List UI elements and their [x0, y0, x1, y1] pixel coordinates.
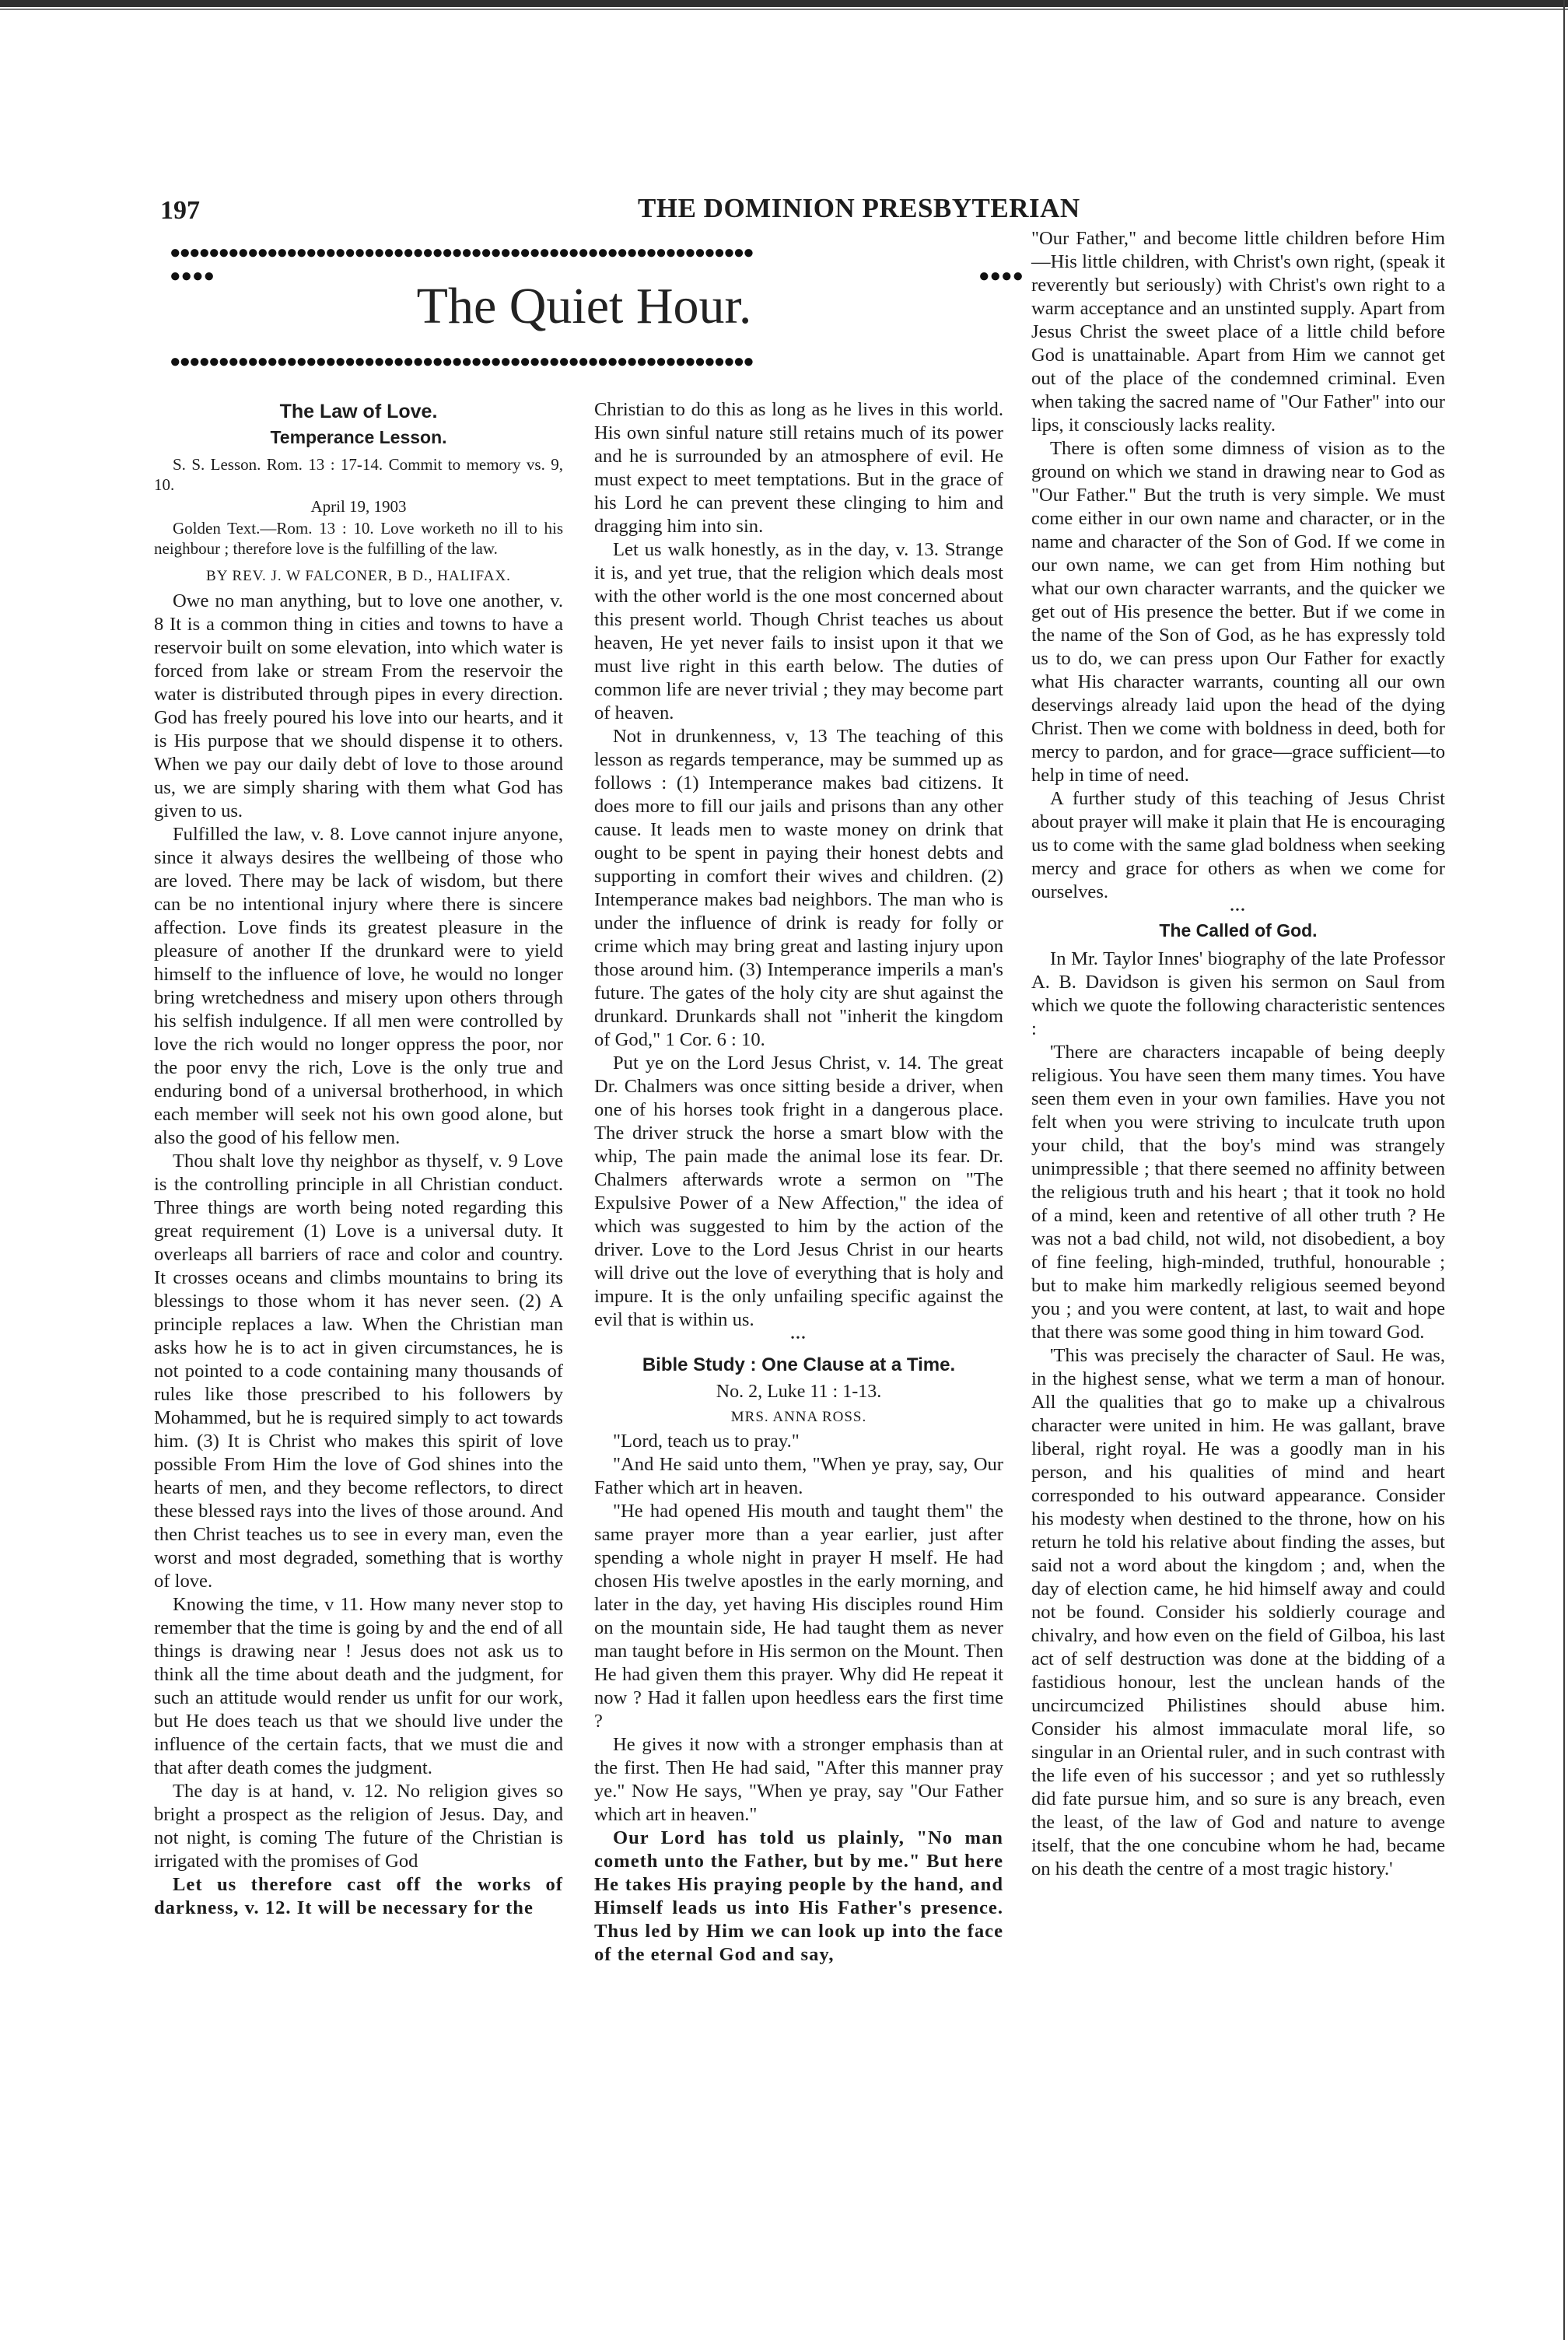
- banner-title: The Quiet Hour.: [416, 278, 752, 335]
- paragraph: "Lord, teach us to pray.": [613, 1431, 800, 1452]
- quiet-hour-banner: [170, 243, 1024, 372]
- running-head: THE DOMINION PRESBYTERIAN: [638, 193, 1080, 223]
- bible-study-author: MRS. ANNA ROSS.: [730, 1409, 867, 1425]
- paragraph: Our Lord has told us plainly, "No man cometh unto the Father, but by me." But here He takes His praying people by the hand, and Himself leads us into His Father's presence. Thus led by Him we can look up into the face of the eternal God and say,: [594, 1827, 1003, 1965]
- paragraph: Let us therefore cast off the works of darkness, v. 12. It will be necessary for the: [154, 1874, 563, 1918]
- paragraph: 'There are characters incapable of being deeply religious. You have seen them many times. You have seen them even in your own families. Have you not felt when you were striving to inculcate truth upon your child, that the boy's mind was strangely unimpressible ; that there seemed no affinity between the religious truth and his heart ; that it took no hold of a mind, keen and retentive of all other truth ? He was not a bad child, not wild, not disobedient, a boy of fine feeling, high-minded, truthful, honourable ; but to make him markedly religious seemed beyond you ; and you were content, at last, to wait and hope that there was some good thing in him toward God.: [1031, 1042, 1445, 1343]
- byline: BY REV. J. W FALCONER, B D., HALIFAX.: [206, 568, 511, 584]
- paragraph: Owe no man anything, but to love one another, v. 8 It is a common thing in cities and towns to have a reservoir built on some elevation, into which water is forced from lake or stream From the reservoir the water is distributed through pipes in every direction. God has freely poured his love into our hearts, and it is His purpose that we should dispense it to others. When we pay our daily debt of love to those around us, we are simply sharing with them what God has given to us.: [154, 590, 563, 821]
- column-2: [594, 398, 1003, 1967]
- paragraph: "He had opened His mouth and taught them" the same prayer more than a year earlier, just after spending a whole night in prayer H mself. He had chosen His twelve apostles in the early morning, and later in the day, yet having His disciples round Him on the mountain side, He had taught them as never man taught before in His sermon on the Mount. Then He had given them this prayer. Why did He repeat it now ? Had it fallen upon heedless ears the first time ?: [594, 1501, 1003, 1732]
- column-3: [1031, 227, 1445, 1881]
- top-border-thin: [0, 9, 1568, 10]
- paragraph: The day is at hand, v. 12. No religion gives so bright a prospect as the religion of Jesus. Day, and not night, is coming The future of the Christian is irrigated with the promises of God: [154, 1781, 563, 1872]
- banner-bottom-ornament: ●●●●●●●●●●●●●●●●●●●●●●●●●●●●●●●●●●●●●●●●●●●●●●●●●●●●●●●●●●●●: [170, 352, 753, 372]
- lesson-subtitle: Temperance Lesson.: [270, 427, 447, 447]
- paragraph: "Our Father," and become little children before Him—His little children, with Christ's own right, (speak it reverently but seriously) with Christ's own right to a warm acceptance and an unstinted supply. Apart from Jesus Christ the sweet place of a little child before God is unattainable. Apart from Him we cannot get out of the place of the condemned criminal. Even when taking the sacred name of "Our Father" into our lips, it consciously lacks reality.: [1031, 228, 1445, 436]
- banner-right-ornament: ●●●●: [978, 266, 1024, 286]
- paragraph: Knowing the time, v 11. How many never stop to remember that the time is going by and the end of all things is drawing near ! Jesus does not ask us to think all the time about death and the judgment, for such an attitude would render us unfit for our work, but He does teach us that we should live under the influence of the certain facts, that we must die and that after death comes the judgment.: [154, 1594, 563, 1778]
- paragraph: Thou shalt love thy neighbor as thyself, v. 9 Love is the controlling principle in all Christian conduct. Three things are worth being noted regarding this great requirement (1) Love is a universal duty. It overleaps all barriers of race and color and country. It crosses oceans and climbs mountains to bring its blessings to those whom it has never seen. (2) A principle replaces a law. When the Christian man asks how he is to act in given circumstances, he is not pointed to a code containing many thousands of rules like those prescribed to his followers by Mohammed, but he is required simply to act towards him. (3) It is Christ who makes this spirit of love possible From Him the love of God shines into the hearts of men, and they become reflectors, to direct these blessed rays into the lives of those around. And then Christ teaches us to see in every man, even the worst and most degraded, something that is worthy of love.: [154, 1151, 563, 1592]
- paragraph: A further study of this teaching of Jesus Christ about prayer will make it plain that He is encouraging us to come with the same glad boldness when seeking mercy and grace for others as when we come for ourselves.: [1031, 788, 1445, 902]
- paragraph: In Mr. Taylor Innes' biography of the late Professor A. B. Davidson is given his sermon on Saul from which we quote the following characteristic sentences :: [1031, 948, 1445, 1039]
- banner-top-ornament: ●●●●●●●●●●●●●●●●●●●●●●●●●●●●●●●●●●●●●●●●●●●●●●●●●●●●●●●●●●●●: [170, 243, 753, 263]
- paragraph: 'This was precisely the character of Saul. He was, in the highest sense, what we term a man of honour. All the qualities that go to make up a chivalrous character were united in him. He was gallant, brave liberal, right royal. He was a goodly man in his person, and his qualities of mind and heart corresponded to his outward appearance. Consider his modesty when destined to the throne, how on his return he told his relative about finding the asses, but said not a word about the kingdom ; and, when the day of election came, he hid himself away and could not be found. Consider his soldierly courage and chivalry, and how even on the field of Gilboa, his last act of self destruction was done at the bidding of a fastidious honour, lest the unclean hands of the uncircumcized Philistines should abuse him. Consider his almost immaculate moral life, so singular in an Oriental ruler, and in such contrast with the life even of his successor ; and yet so ruthlessly did fate pursue him, and so sure is any breach, even the least, of the law of God and nature to avenge itself, that the one concubine whom he had, became on his death the centre of a most tragic history.': [1031, 1345, 1445, 1879]
- called-of-god-title: The Called of God.: [1159, 920, 1318, 941]
- column-1: [154, 398, 563, 1920]
- paragraph: "And He said unto them, "When ye pray, say, Our Father which art in heaven.: [594, 1454, 1003, 1498]
- banner-left-ornament: ●●●●: [170, 266, 215, 286]
- paragraph: Not in drunkenness, v, 13 The teaching of this lesson as regards temperance, may be summed up as follows : (1) Intemperance makes bad citizens. It does more to fill our jails and prisons than any other cause. It leads men to waste money on drink that ought to be spent in paying their honest debts and supporting in comfort their wives and children. (2) Intemperance makes bad neighbors. The man who is under the influence of drink is ready for folly or crime which may bring great and lasting injury upon those around him. (3) Intemperance imperils a man's future. The gates of the holy city are shut against the drunkard. Drunkards shall not "inherit the kingdom of God," 1 Cor. 6 : 10.: [594, 726, 1003, 1050]
- paragraph: Christian to do this as long as he lives in this world. His own sinful nature still retains much of its power and he is surrounded by an atmosphere of evil. He must expect to meet temptations. But in the grace of his Lord he can prevent these clinging to him and dragging him into sin.: [594, 399, 1003, 537]
- golden-text: Golden Text.—Rom. 13 : 10. Love worketh no ill to his neighbour ; therefore love is the fulfilling of the law.: [154, 519, 563, 558]
- paragraph: Fulfilled the law, v. 8. Love cannot injure anyone, since it always desires the wellbeing of those who are loved. There may be lack of wisdom, but there can be no intentional injury where there is sincere affection. Love finds its greatest pleasure in the pleasure of another If the drunkard were to yield himself to the influence of love, he would no longer bring wretchedness and misery upon others through his selfish indulgence. If all men were controlled by love the rich would no longer oppress the poor, nor the poor envy the rich, Love is the only true and enduring bond of a universal brotherhood, in which each member will seek not his own good alone, but also the good of his fellow men.: [154, 824, 563, 1148]
- section-ornament: •••: [790, 1333, 807, 1344]
- bible-study-title: Bible Study : One Clause at a Time.: [642, 1354, 956, 1375]
- top-border: [0, 0, 1568, 7]
- paragraph: He gives it now with a stronger emphasis than at the first. Then He had said, "After this manner pray ye." Now He says, "When ye pray, say "Our Father which art in heaven.": [594, 1734, 1003, 1825]
- lesson-title: The Law of Love.: [279, 401, 438, 422]
- right-border: [1563, 0, 1565, 2340]
- section-ornament: •••: [1230, 905, 1247, 916]
- paragraph: There is often some dimness of vision as to the ground on which we stand in drawing near to God as "Our Father." But the truth is very simple. We must come either in our own name and character, or in the name and character of the Son of God. If we come in our own name, we can get from Him nothing but what our own character warrants, and the quicker we get out of His presence the better. But if we come in the name of the Son of God, as he has expressly told us to do, we can press upon Our Father for exactly what His character warrants, counting all our own deservings already laid upon the head of the dying Christ. Then we come with boldness in deed, both for mercy to pardon, and for grace—grace sufficient—to help in time of need.: [1031, 438, 1445, 786]
- paragraph: Let us walk honestly, as in the day, v. 13. Strange it is, and yet true, that the religion which deals most with the other world is the one most concerned about this present world. Though Christ teaches us about heaven, He yet never fails to insist upon it that we must live right in this earth below. The duties of common life are never trivial ; they may become part of heaven.: [594, 539, 1003, 723]
- lesson-date: April 19, 1903: [310, 497, 407, 516]
- page-number: 197: [160, 196, 200, 225]
- bible-study-lesson: No. 2, Luke 11 : 1-13.: [716, 1382, 882, 1402]
- ss-lesson: S. S. Lesson. Rom. 13 : 17-14. Commit to memory vs. 9, 10.: [154, 455, 563, 494]
- paragraph: Put ye on the Lord Jesus Christ, v. 14. The great Dr. Chalmers was once sitting beside a driver, when one of his horses took fright in a dangerous place. The driver struck the horse a smart blow with the whip, The pain made the animal lose its fear. Dr. Chalmers afterwards wrote a sermon on "The Expulsive Power of a New Affection," the idea of which was suggested to him by the action of the driver. Love to the Lord Jesus Christ in our hearts will drive out the love of everything that is holy and impure. It is the only unfailing specific against the evil that is within us.: [594, 1053, 1003, 1330]
